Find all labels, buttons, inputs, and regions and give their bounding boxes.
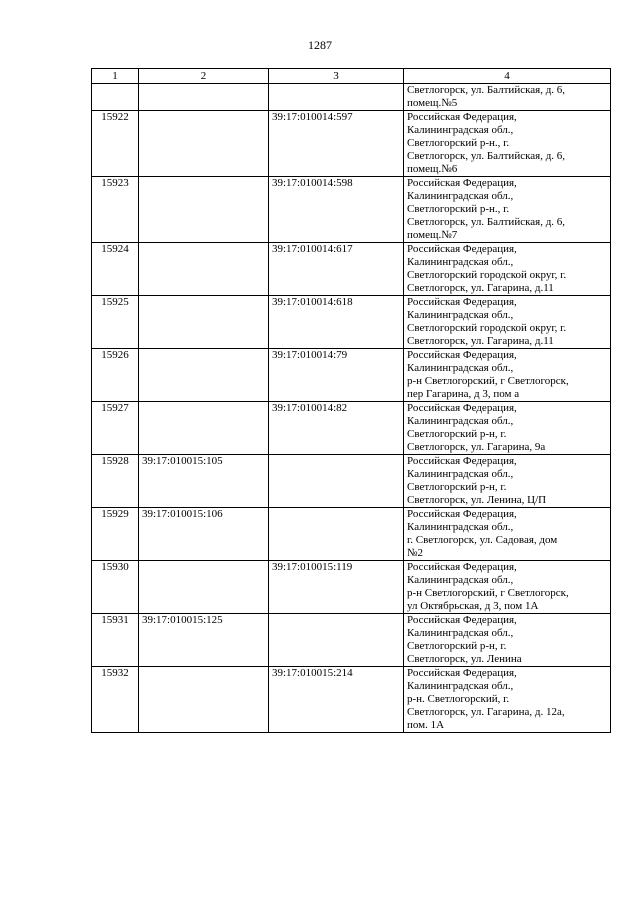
cadastral-number-cell: 39:17:010014:597	[269, 111, 404, 177]
cadastral-number-cell: 39:17:010015:125	[139, 614, 269, 667]
row-number-cell: 15930	[92, 561, 139, 614]
table-row	[92, 667, 611, 733]
address-cell: Российская Федерация, Калининградская обл., Светлогорский р-н., г. Светлогорск, ул. Балтийская, д. 6, помещ.№6	[404, 111, 611, 177]
cadastral-number-cell	[139, 667, 269, 733]
address-cell: Российская Федерация, Калининградская обл., Светлогорский р-н, г. Светлогорск, ул. Ленина	[404, 614, 611, 667]
cadastral-number-cell	[139, 402, 269, 455]
address-cell: Российская Федерация, Калининградская обл., Светлогорский р-н, г. Светлогорск, ул. Гагарина, 9а	[404, 402, 611, 455]
table-row	[92, 243, 611, 296]
address-cell: Российская Федерация, Калининградская обл., р-н Светлогорский, г Светлогорск, ул Октябрьская, д 3, пом 1А	[404, 561, 611, 614]
row-number-cell	[92, 84, 139, 111]
table-row	[92, 111, 611, 177]
cadastral-number-cell	[139, 243, 269, 296]
row-number-cell: 15923	[92, 177, 139, 243]
cadastral-number-cell: 39:17:010015:214	[269, 667, 404, 733]
cadastral-number-cell	[139, 84, 269, 111]
table-row	[92, 402, 611, 455]
row-number-cell: 15926	[92, 349, 139, 402]
row-number-cell: 15932	[92, 667, 139, 733]
table-row	[92, 455, 611, 508]
cadastral-number-cell: 39:17:010014:617	[269, 243, 404, 296]
table-row	[92, 177, 611, 243]
cadastral-number-cell	[269, 455, 404, 508]
address-cell: Российская Федерация, Калининградская обл., р-н Светлогорский, г Светлогорск, пер Гагарина, д 3, пом а	[404, 349, 611, 402]
row-number-cell: 15924	[92, 243, 139, 296]
header-col-4: 4	[404, 69, 611, 84]
cadastral-number-cell	[139, 177, 269, 243]
page-number: 1287	[308, 38, 332, 52]
row-number-cell: 15929	[92, 508, 139, 561]
table-row	[92, 296, 611, 349]
table-header	[92, 69, 611, 84]
address-cell: Российская Федерация, Калининградская обл., Светлогорский городской округ, г. Светлогорск, ул. Гагарина, д.11	[404, 243, 611, 296]
cadastral-number-cell	[269, 84, 404, 111]
cadastral-number-cell: 39:17:010015:119	[269, 561, 404, 614]
address-cell: Светлогорск, ул. Балтийская, д. 6, помещ.№5	[404, 84, 611, 111]
cadastral-number-cell	[139, 561, 269, 614]
cadastral-number-cell	[269, 614, 404, 667]
cadastral-number-cell: 39:17:010014:598	[269, 177, 404, 243]
header-row	[92, 69, 611, 84]
table-row	[92, 508, 611, 561]
cadastral-number-cell: 39:17:010015:106	[139, 508, 269, 561]
cadastral-number-cell	[139, 349, 269, 402]
table-row	[92, 349, 611, 402]
table-row	[92, 614, 611, 667]
address-cell: Российская Федерация, Калининградская обл., Светлогорский городской округ, г. Светлогорск, ул. Гагарина, д.11	[404, 296, 611, 349]
registry-table	[91, 68, 611, 733]
cadastral-number-cell	[269, 508, 404, 561]
table-body	[92, 84, 611, 733]
cadastral-number-cell: 39:17:010015:105	[139, 455, 269, 508]
address-cell: Российская Федерация, Калининградская обл., Светлогорский р-н., г. Светлогорск, ул. Балтийская, д. 6, помещ.№7	[404, 177, 611, 243]
row-number-cell: 15928	[92, 455, 139, 508]
table-row	[92, 84, 611, 111]
header-col-3: 3	[269, 69, 404, 84]
address-cell: Российская Федерация, Калининградская обл., р-н. Светлогорский, г. Светлогорск, ул. Гагарина, д. 12а, пом. 1А	[404, 667, 611, 733]
row-number-cell: 15931	[92, 614, 139, 667]
cadastral-number-cell: 39:17:010014:618	[269, 296, 404, 349]
row-number-cell: 15925	[92, 296, 139, 349]
address-cell: Российская Федерация, Калининградская обл., г. Светлогорск, ул. Садовая, дом №2	[404, 508, 611, 561]
cadastral-number-cell	[139, 296, 269, 349]
address-cell: Российская Федерация, Калининградская обл., Светлогорский р-н, г. Светлогорск, ул. Ленина, Ц/П	[404, 455, 611, 508]
header-col-1: 1	[92, 69, 139, 84]
row-number-cell: 15922	[92, 111, 139, 177]
header-col-2: 2	[139, 69, 269, 84]
cadastral-number-cell: 39:17:010014:79	[269, 349, 404, 402]
cadastral-number-cell	[139, 111, 269, 177]
cadastral-number-cell: 39:17:010014:82	[269, 402, 404, 455]
table-row	[92, 561, 611, 614]
row-number-cell: 15927	[92, 402, 139, 455]
